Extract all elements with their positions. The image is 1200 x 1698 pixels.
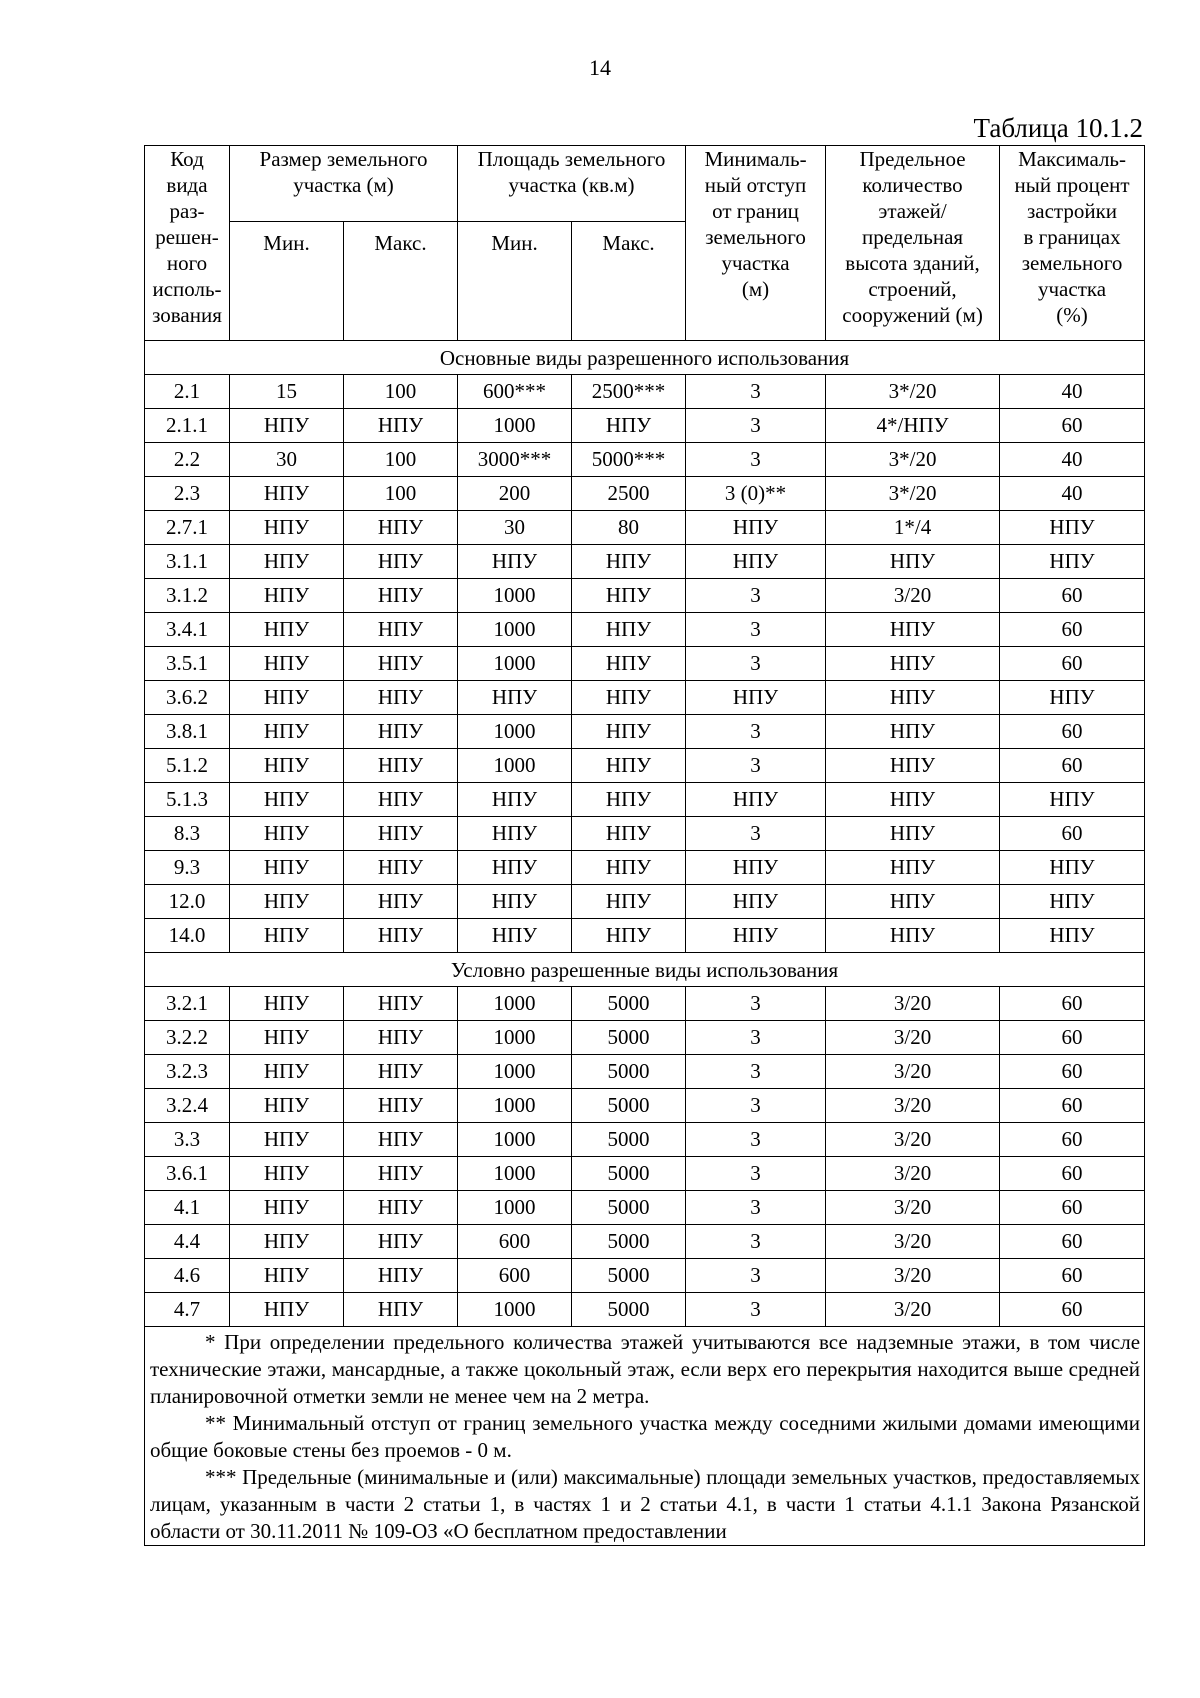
header-area-min: Мин. [458,222,572,341]
table-cell: НПУ [686,851,826,885]
table-cell: 1000 [458,749,572,783]
table-cell: 5000 [572,1055,686,1089]
table-cell: 3/20 [826,1157,1000,1191]
table-cell: НПУ [230,511,344,545]
table-cell: НПУ [458,885,572,919]
table-cell: 1000 [458,613,572,647]
table-cell: 3 [686,409,826,443]
table-row [145,409,1145,443]
table-cell: НПУ [344,1089,458,1123]
table-cell: 1000 [458,1293,572,1327]
table-cell: НПУ [572,885,686,919]
table-cell: 3.2.4 [145,1089,230,1123]
table-cell: 60 [1000,1055,1145,1089]
table-row [145,715,1145,749]
table-cell: 4*/НПУ [826,409,1000,443]
header-line: (%) [1056,303,1088,327]
table-cell: 3 [686,1191,826,1225]
table-cell: 3 [686,613,826,647]
table-cell: 3 [686,749,826,783]
table-cell: 2.2 [145,443,230,477]
table-cell: НПУ [572,409,686,443]
header-size-min: Мин. [230,222,344,341]
header-line: решен- [155,225,219,249]
table-cell: 4.1 [145,1191,230,1225]
table-cell: 1000 [458,1089,572,1123]
table-cell: 60 [1000,1123,1145,1157]
table-cell: 5000 [572,987,686,1021]
table-cell: 100 [344,443,458,477]
table-cell: 5.1.2 [145,749,230,783]
header-line: Код [170,147,204,171]
table-row [145,885,1145,919]
section-title: Условно разрешенные виды использования [145,953,1145,987]
table-cell: 3/20 [826,1259,1000,1293]
table-cell: 4.4 [145,1225,230,1259]
table-row [145,817,1145,851]
table-cell: 3*/20 [826,477,1000,511]
table-cell: 1*/4 [826,511,1000,545]
table-cell: 3/20 [826,579,1000,613]
table-cell: 3/20 [826,987,1000,1021]
table-row [145,375,1145,409]
table-cell: 1000 [458,1191,572,1225]
table-cell: НПУ [230,851,344,885]
table-cell: НПУ [826,783,1000,817]
table-cell: 3 [686,1293,826,1327]
table-cell: 1000 [458,1123,572,1157]
header-line: (м) [741,277,770,301]
table-cell: 3 [686,1225,826,1259]
table-cell: 3.1.1 [145,545,230,579]
table-cell: НПУ [344,681,458,715]
table-cell: НПУ [230,409,344,443]
table-cell: НПУ [344,1225,458,1259]
table-cell: 2.7.1 [145,511,230,545]
footnotes [145,1327,1145,1546]
table-cell: 60 [1000,1157,1145,1191]
table-cell: НПУ [572,681,686,715]
header-line: от границ [712,199,799,223]
table-row [145,851,1145,885]
header-line: Предельное [859,147,966,171]
table-cell: 60 [1000,1293,1145,1327]
table-cell: НПУ [230,545,344,579]
header-line: участка [721,251,790,275]
table-cell: 5000 [572,1191,686,1225]
table-cell: 40 [1000,443,1145,477]
table-cell: 5000 [572,1259,686,1293]
header-line: высота зданий, [845,251,980,275]
table-row [145,1191,1145,1225]
header-code [145,146,230,341]
table-cell: 60 [1000,1191,1145,1225]
table-row [145,749,1145,783]
section-row [145,953,1145,987]
table-cell: 80 [572,511,686,545]
table-cell: 60 [1000,817,1145,851]
table-cell: 60 [1000,1225,1145,1259]
table-cell: 3.5.1 [145,647,230,681]
header-area-max: Макс. [572,222,686,341]
table-cell: НПУ [572,715,686,749]
table-cell: НПУ [686,919,826,953]
table-cell: 3/20 [826,1225,1000,1259]
table-cell: НПУ [230,477,344,511]
table-row [145,681,1145,715]
table-cell: 30 [458,511,572,545]
table-cell: 3 [686,579,826,613]
table-row [145,783,1145,817]
table-cell: 1000 [458,1157,572,1191]
table-cell: НПУ [344,613,458,647]
header-line: ный процент [1014,173,1130,197]
table-cell: НПУ [230,1293,344,1327]
header-plot-area [458,146,686,222]
table-row [145,919,1145,953]
footnote: ** Минимальный отступ от границ земельного участка между соседними жилыми домами имеющими общие боковые стены без проемов - 0 м. [150,1411,1141,1462]
table-cell: НПУ [1000,681,1145,715]
table-cell: 3.2.1 [145,987,230,1021]
table-cell: НПУ [344,511,458,545]
table-cell: НПУ [572,817,686,851]
table-cell: 1000 [458,987,572,1021]
table-cell: 1000 [458,1021,572,1055]
table-cell: НПУ [230,987,344,1021]
header-line: строений, [868,277,957,301]
table-cell: НПУ [230,1055,344,1089]
section-title: Основные виды разрешенного использования [145,341,1145,375]
table-cell: 100 [344,477,458,511]
table-cell: 3 [686,1021,826,1055]
table-cell: 3*/20 [826,443,1000,477]
table-row [145,477,1145,511]
table-cell: 4.7 [145,1293,230,1327]
header-line: участка (м) [293,173,394,197]
table-cell: 1000 [458,409,572,443]
header-line: вида [166,173,208,197]
header-line: предельная [862,225,964,249]
table-cell: 2500 [572,477,686,511]
table-row [145,1157,1145,1191]
table-cell: 3 [686,443,826,477]
table-cell: НПУ [1000,783,1145,817]
table-cell: 5000 [572,1293,686,1327]
table-cell: 60 [1000,409,1145,443]
table-cell: 100 [344,375,458,409]
table-row [145,443,1145,477]
table-cell: НПУ [230,1191,344,1225]
table-cell: НПУ [458,783,572,817]
table-cell: 60 [1000,715,1145,749]
table-cell: НПУ [230,817,344,851]
table-cell: НПУ [1000,851,1145,885]
table-cell: НПУ [1000,885,1145,919]
table-cell: НПУ [826,715,1000,749]
table-cell: 40 [1000,477,1145,511]
table-cell: НПУ [826,817,1000,851]
table-cell: 3.6.1 [145,1157,230,1191]
table-cell: НПУ [686,885,826,919]
footnote: *** Предельные (минимальные и (или) максимальные) площади земельных участков, предоставляемых лицам, указанным в части 2 статьи 1, в частях 1 и 2 статьи 4.1, в части 1 статьи 4.1.1 Закона Рязанской области от 30.11.2011 № 109-ОЗ «О бесплатном предоставлении [150,1465,1141,1543]
header-line: застройки [1027,199,1118,223]
header-line: исполь- [152,277,222,301]
table-cell: 3000*** [458,443,572,477]
table-cell: 200 [458,477,572,511]
table-row [145,1089,1145,1123]
table-cell: НПУ [826,885,1000,919]
table-cell: 3 [686,1157,826,1191]
table-cell: 30 [230,443,344,477]
header-min-indent [686,146,826,341]
table-cell: 600*** [458,375,572,409]
table-cell: НПУ [572,579,686,613]
table-row [145,545,1145,579]
table-cell: 3.8.1 [145,715,230,749]
table-cell: НПУ [230,1021,344,1055]
table-cell: НПУ [1000,919,1145,953]
header-line: количество [862,173,963,197]
table-cell: 60 [1000,749,1145,783]
table-cell: 1000 [458,715,572,749]
table-cell: НПУ [344,1259,458,1293]
table-cell: НПУ [344,1157,458,1191]
table-row [145,1293,1145,1327]
table-cell: 3 [686,375,826,409]
table-row [145,1259,1145,1293]
table-cell: 60 [1000,613,1145,647]
section-row [145,341,1145,375]
header-floors [826,146,1000,341]
table-cell: 3 [686,647,826,681]
table-cell: НПУ [1000,511,1145,545]
table-cell: 3/20 [826,1021,1000,1055]
table-cell: НПУ [826,919,1000,953]
table-cell: НПУ [686,783,826,817]
table-cell: 1000 [458,579,572,613]
header-line: Минималь- [704,147,807,171]
table-cell: 3*/20 [826,375,1000,409]
table-cell: 3/20 [826,1293,1000,1327]
table-cell: НПУ [458,545,572,579]
table-cell: 600 [458,1225,572,1259]
table-row [145,647,1145,681]
header-line: ный отступ [704,173,807,197]
table-cell: НПУ [686,511,826,545]
table-cell: НПУ [1000,545,1145,579]
table-cell: НПУ [458,919,572,953]
table-cell: НПУ [686,681,826,715]
table-cell: НПУ [572,783,686,817]
table-cell: НПУ [826,749,1000,783]
table-cell: НПУ [344,545,458,579]
table-cell: НПУ [344,579,458,613]
header-line: раз- [169,199,205,223]
table-cell: 5000 [572,1123,686,1157]
header-line: участка [1037,277,1107,301]
table-cell: 2.3 [145,477,230,511]
table-cell: НПУ [344,1191,458,1225]
table-cell: 5000 [572,1021,686,1055]
table-cell: НПУ [572,613,686,647]
table-cell: НПУ [344,1293,458,1327]
table-cell: 3 [686,715,826,749]
table-cell: 3.3 [145,1123,230,1157]
table-cell: 5000 [572,1225,686,1259]
table-cell: НПУ [230,1259,344,1293]
table-cell: 3 [686,817,826,851]
table-cell: НПУ [344,919,458,953]
header-max-percent [1000,146,1145,341]
table-cell: 2500*** [572,375,686,409]
table-cell: 5000 [572,1157,686,1191]
table-cell: 3 [686,1123,826,1157]
table-cell: 3.2.2 [145,1021,230,1055]
table-cell: НПУ [230,1089,344,1123]
table-cell: 60 [1000,987,1145,1021]
table-cell: НПУ [826,647,1000,681]
table-row [145,987,1145,1021]
table-cell: НПУ [826,545,1000,579]
permitted-use-table [144,145,1145,1546]
table-cell: НПУ [344,987,458,1021]
table-cell: НПУ [344,647,458,681]
footnote: * При определении предельного количества этажей учитываются все надземные этажи, в том числе технические этажи, мансардные, а также цокольный этаж, если верх его перекрытия находится выше средней планировочной отметки земли не менее чем на 2 метра. [150,1330,1141,1408]
table-cell: 3.2.3 [145,1055,230,1089]
header-line: Размер земельного [259,147,428,171]
table-cell: 1000 [458,647,572,681]
table-cell: 5000*** [572,443,686,477]
header-line: сооружений (м) [842,303,983,327]
table-cell: 3.4.1 [145,613,230,647]
table-cell: 12.0 [145,885,230,919]
table-cell: 60 [1000,579,1145,613]
header-line: Площадь земельного [477,147,666,171]
table-cell: 60 [1000,1089,1145,1123]
table-cell: НПУ [458,681,572,715]
table-caption: Таблица 10.1.2 [973,113,1143,143]
table-cell: 600 [458,1259,572,1293]
table-cell: НПУ [572,919,686,953]
header-plot-size [230,146,458,222]
table-cell: НПУ [344,749,458,783]
table-cell: 60 [1000,647,1145,681]
header-line: участка (кв.м) [508,173,635,197]
table-cell: НПУ [826,681,1000,715]
table-cell: НПУ [230,715,344,749]
table-cell: 5000 [572,1089,686,1123]
table-cell: НПУ [344,851,458,885]
table-cell: НПУ [572,749,686,783]
table-row [145,1123,1145,1157]
table-cell: 3/20 [826,1055,1000,1089]
table-cell: НПУ [344,1123,458,1157]
table-cell: НПУ [230,613,344,647]
table-row [145,1055,1145,1089]
table-cell: 3 (0)** [686,477,826,511]
table-cell: НПУ [230,647,344,681]
table-cell: НПУ [458,817,572,851]
table-row [145,511,1145,545]
table-cell: НПУ [826,851,1000,885]
footnotes-row [145,1327,1145,1546]
table-cell: НПУ [826,613,1000,647]
table-cell: 3 [686,1055,826,1089]
table-cell: НПУ [230,783,344,817]
table-cell: НПУ [230,579,344,613]
table-row [145,579,1145,613]
table-cell: НПУ [230,681,344,715]
table-row [145,1225,1145,1259]
table-cell: НПУ [344,885,458,919]
table-cell: 40 [1000,375,1145,409]
table-cell: 3 [686,1089,826,1123]
table-cell: НПУ [344,783,458,817]
header-line: этажей/ [878,199,947,223]
header-line: Максималь- [1018,147,1126,171]
table-cell: НПУ [344,1021,458,1055]
header-line: в границах [1023,225,1121,249]
table-cell: НПУ [344,715,458,749]
table-cell: НПУ [572,647,686,681]
table-cell: 15 [230,375,344,409]
header-line: земельного [705,225,806,249]
table-cell: НПУ [230,1123,344,1157]
table-cell: 3.6.2 [145,681,230,715]
table-cell: НПУ [230,919,344,953]
table-cell: НПУ [344,817,458,851]
table-cell: НПУ [344,1055,458,1089]
table-row [145,1021,1145,1055]
table-cell: 60 [1000,1259,1145,1293]
table-cell: 3/20 [826,1089,1000,1123]
table-cell: 1000 [458,1055,572,1089]
table-cell: НПУ [572,851,686,885]
table-cell: 60 [1000,1021,1145,1055]
table-cell: 2.1 [145,375,230,409]
header-line: зования [152,303,222,327]
table-cell: 9.3 [145,851,230,885]
table-cell: НПУ [230,1157,344,1191]
table-cell: 14.0 [145,919,230,953]
table-cell: НПУ [572,545,686,579]
header-line: земельного [1021,251,1123,275]
table-cell: 3.1.2 [145,579,230,613]
header-size-max: Макс. [344,222,458,341]
table-cell: НПУ [230,885,344,919]
table-cell: 5.1.3 [145,783,230,817]
table-cell: НПУ [458,851,572,885]
table-cell: 4.6 [145,1259,230,1293]
table-cell: НПУ [230,1225,344,1259]
page-number: 14 [589,55,611,80]
table-cell: 8.3 [145,817,230,851]
table-cell: 2.1.1 [145,409,230,443]
table-cell: 3 [686,987,826,1021]
table-cell: НПУ [344,409,458,443]
header-line: ного [166,251,208,275]
table-cell: 3 [686,1259,826,1293]
table-cell: НПУ [686,545,826,579]
table-row [145,613,1145,647]
table-cell: 3/20 [826,1191,1000,1225]
table-cell: НПУ [230,749,344,783]
table-cell: 3/20 [826,1123,1000,1157]
